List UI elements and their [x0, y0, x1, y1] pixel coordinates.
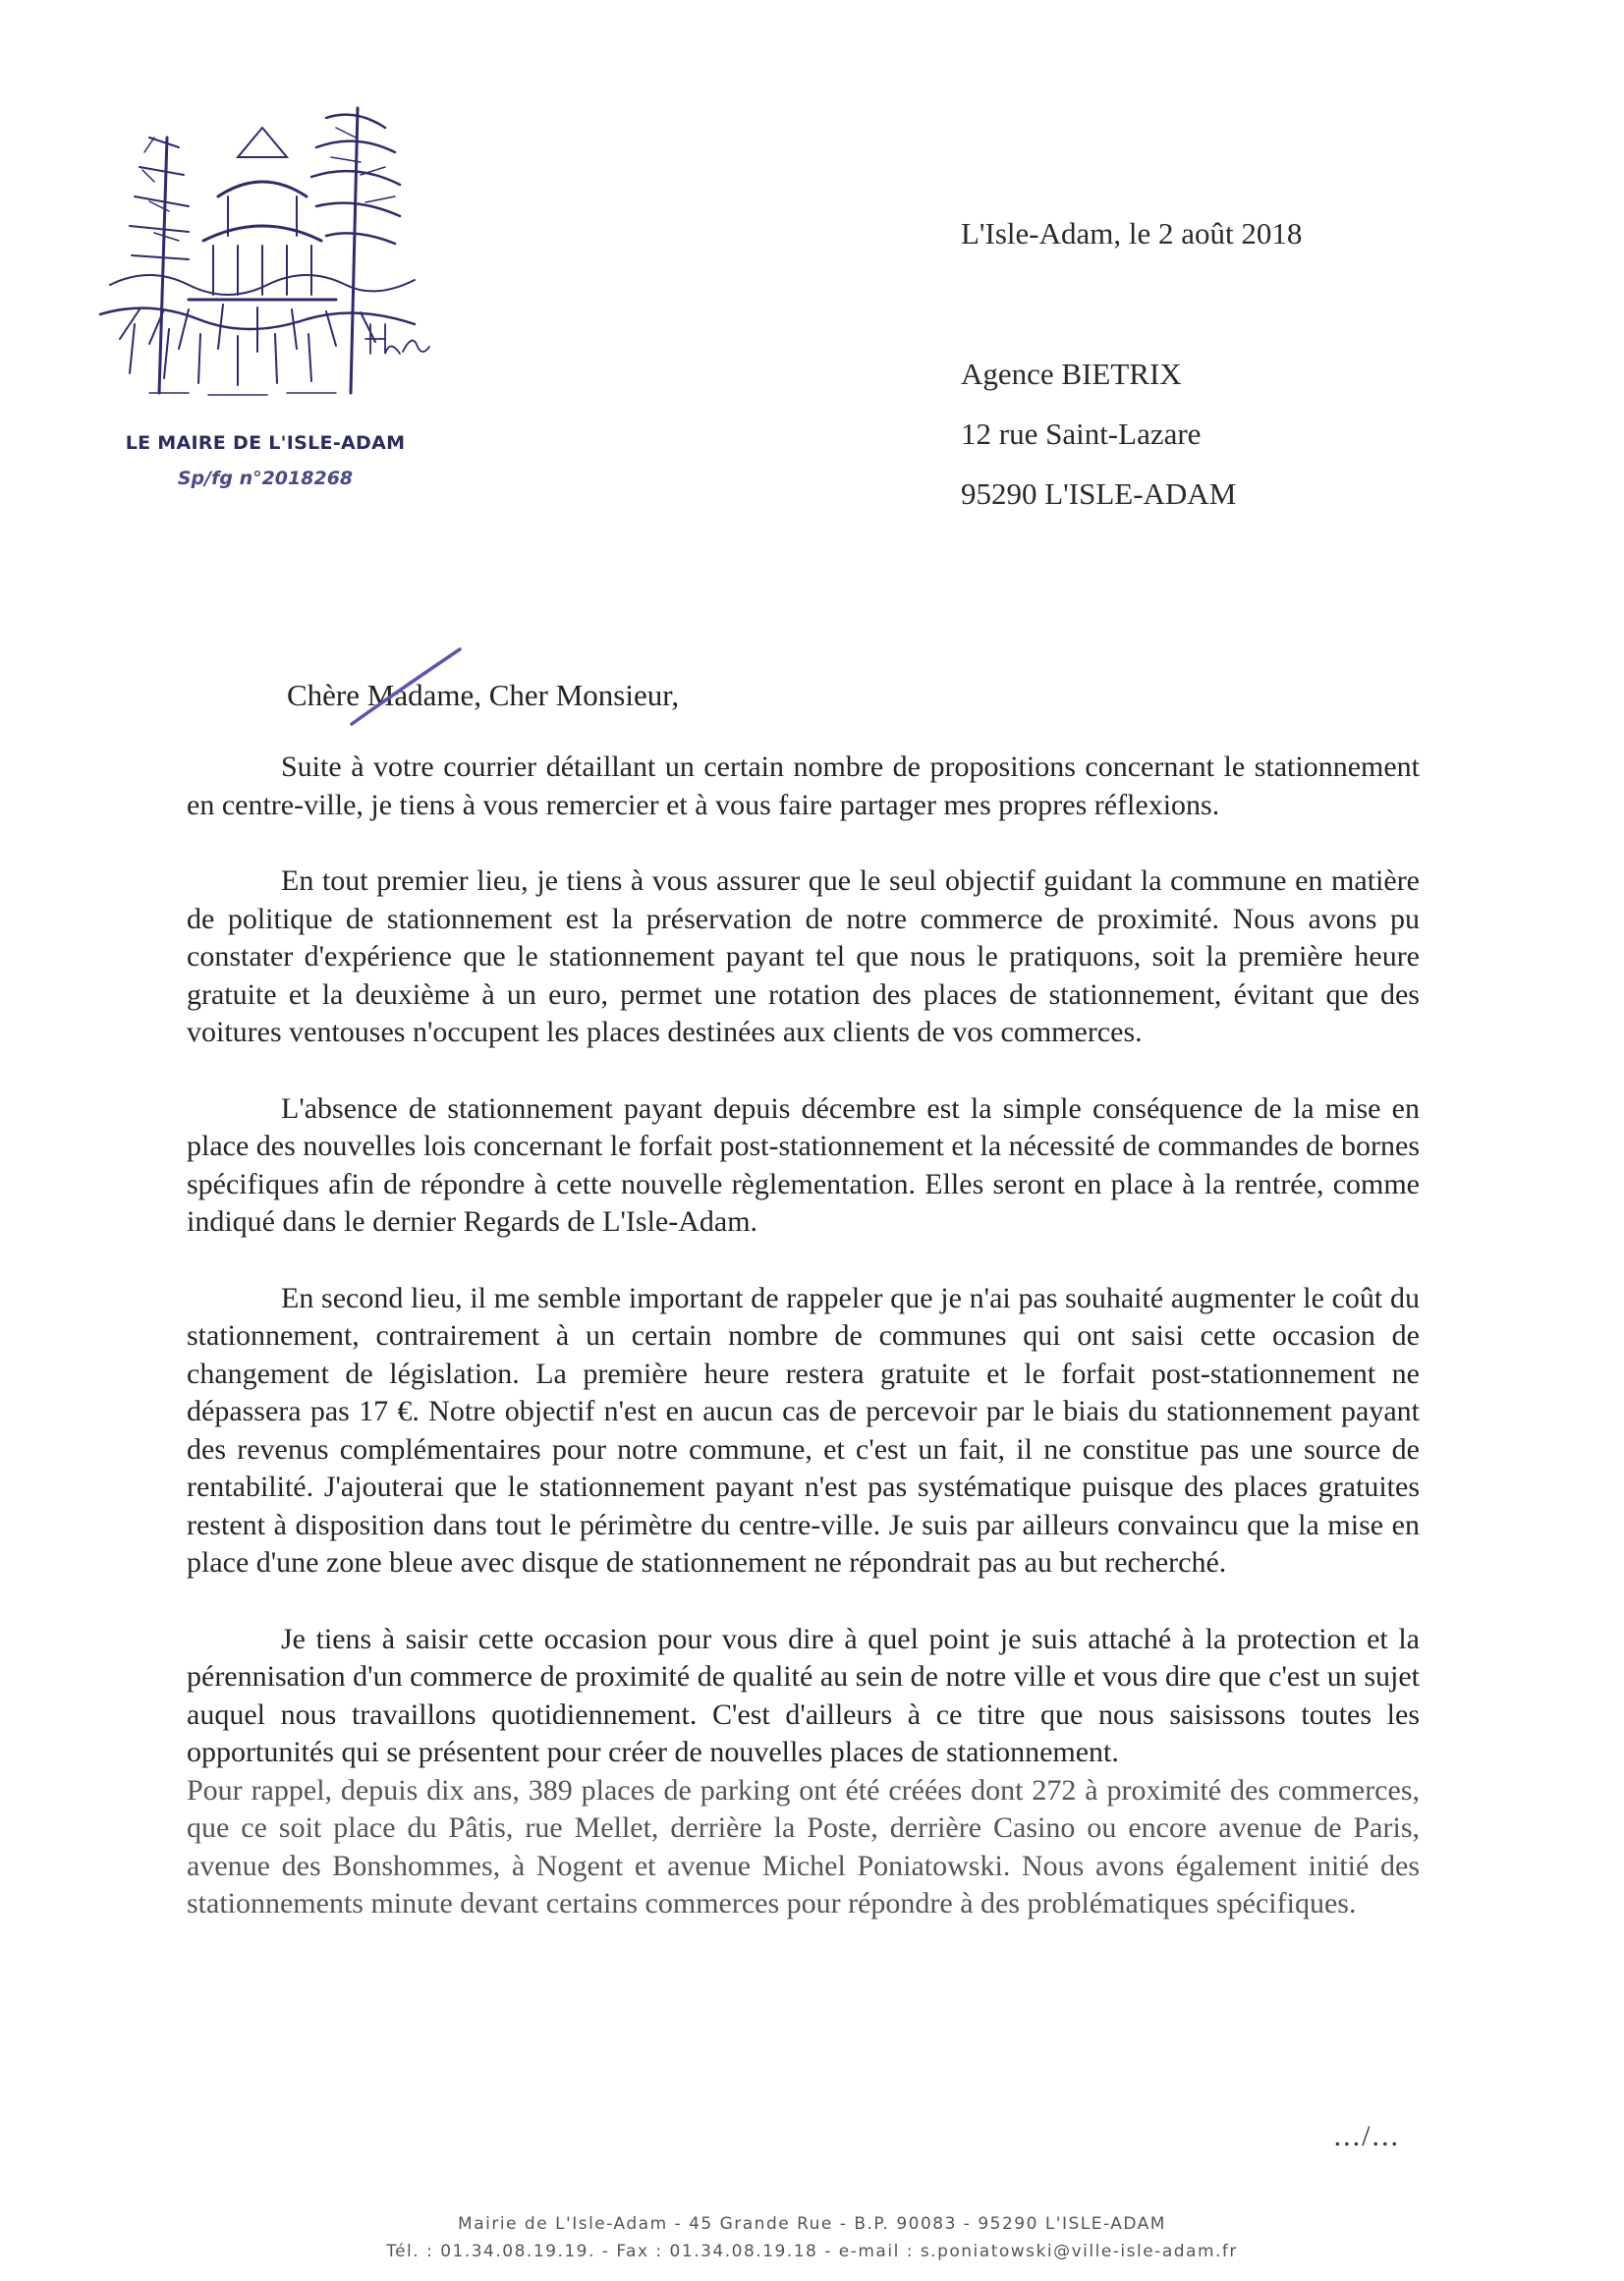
body-paragraph: Je tiens à saisir cette occasion pour vous dire à quel point je suis attaché à la protection et la pérennisation d'un commerce de proximité de qualité au sein de notre ville et vous dire que c'est un sujet auquel nous travaillons quotidiennement. C'est d'ailleurs à ce titre que nous saisissons toutes les opportunités qui se présentent pour créer de nouvelles places de stationnement. [187, 1622, 1420, 1768]
recipient-city: 95290 L'ISLE-ADAM [961, 476, 1237, 511]
body-paragraph: En tout premier lieu, je tiens à vous assurer que le seul objectif guidant la commune en matière de politique de stationnement est la préservation de notre commerce de proximité. Nous avons pu constater d'expérience que le stationnement payant tel que nous le pratiquons, soit la première heure gratuite et la deuxième à un euro, permet une rotation des places de stationnement, évitant que des voitures ventouses n'occupent les places destinées aux clients de vos commerces. [187, 864, 1420, 1048]
recipient-name: Agence BIETRIX [961, 357, 1182, 391]
salutation: Chère Madame, Cher Monsieur, [287, 678, 680, 712]
body-paragraph: Pour rappel, depuis dix ans, 389 places de parking ont été créées dont 272 à proximité des commerces, que ce soit place du Pâtis, rue Mellet, derrière la Poste, derrière Casino ou encore avenue de Paris, avenue des Bonshommes, à Nogent et avenue Michel Poniatowski. Nous avons également initié des stationnements minute devant certains commerces pour répondre à des problématiques spécifiques. [187, 1773, 1420, 1919]
body-paragraph: L'absence de stationnement payant depuis décembre est la simple conséquence de la mise en place des nouvelles lois concernant le forfait post-stationnement et la nécessité de commandes de bornes spécifiques afin de répondre à cette nouvelle règlementation. Elles seront en place à la rentrée, comme indiqué dans le dernier Regards de L'Isle-Adam. [187, 1091, 1420, 1238]
continuation-mark: .../... [1333, 2120, 1400, 2152]
footer-contact: Tél. : 01.34.08.19.19. - Fax : 01.34.08.19.18 - e-mail : s.poniatowski@ville-isle-adam.fr [386, 2242, 1238, 2261]
date-line: L'Isle-Adam, le 2 août 2018 [961, 216, 1303, 250]
recipient-street: 12 rue Saint-Lazare [961, 417, 1202, 451]
footer-address: Mairie de L'Isle-Adam - 45 Grande Rue - B.P. 90083 - 95290 L'ISLE-ADAM [458, 2214, 1166, 2234]
body-paragraph: Suite à votre courrier détaillant un certain nombre de propositions concernant le stationnement en centre-ville, je tiens à vous remercier et à vous faire partager mes propres réflexions. [187, 751, 1420, 821]
town-logo-sketch [90, 98, 444, 413]
mayor-title: LE MAIRE DE L'ISLE-ADAM [125, 432, 406, 454]
handwritten-strike-mark [344, 643, 472, 732]
body-paragraph: En second lieu, il me semble important de rappeler que je n'ai pas souhaité augmenter le coût du stationnement, contrairement à un certain nombre de communes qui ont saisi cette occasion de changement de législation. La première heure restera gratuite et le forfait post-stationnement ne dépassera pas 17 €. Notre objectif n'est en aucun cas de percevoir par le biais du stationnement payant des revenus complémentaires pour notre commune, et c'est un fait, il ne constitue pas une source de rentabilité. J'ajouterai que le stationnement payant n'est pas systématique puisque des places gratuites restent à disposition dans tout le périmètre du centre-ville. Je suis par ailleurs convaincu que la mise en place d'une zone bleue avec disque de stationnement ne répondrait pas au but recherché. [187, 1281, 1420, 1579]
letter-reference: Sp/fg n°2018268 [177, 468, 354, 489]
letter-body [187, 749, 1420, 1962]
recipient-address [961, 344, 1236, 524]
